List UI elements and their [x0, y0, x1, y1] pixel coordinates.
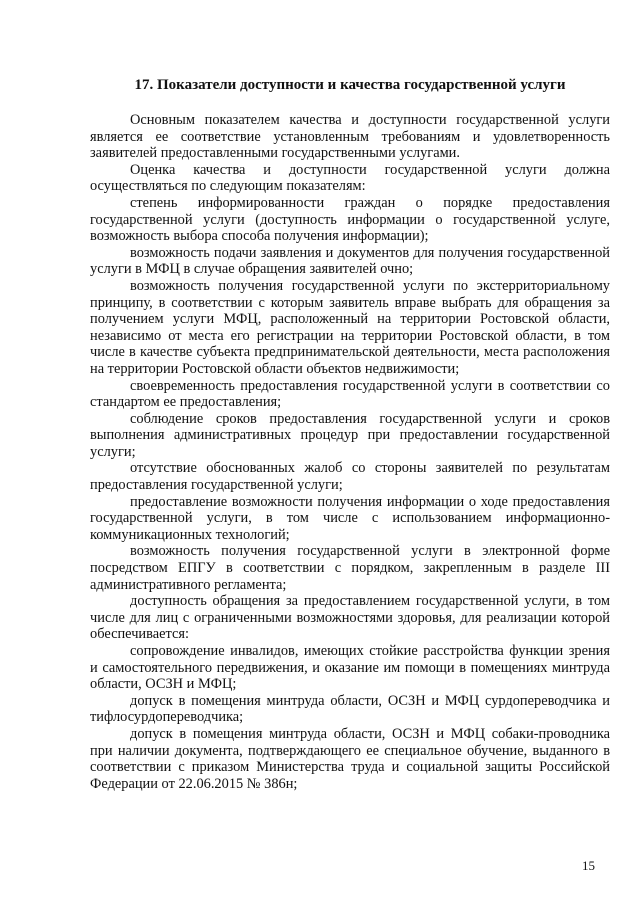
- paragraph-extraterritorial: возможность получения государственной услуги по экстерриториальному принципу, в соответствии с которым заявитель вправе выбрать для обращения за получением услуги МФЦ, расположенный на территории Ростовской области, независимо от места его регистрации на территории Ростовской области, в том числе в качестве субъекта предпринимательской деятельности, места расположения на территории Ростовской области объектов недвижимости;: [90, 277, 610, 377]
- paragraph-electronic-form: возможность получения государственной услуги в электронной форме посредством ЕПГУ в соответствии с порядком, закрепленным в разделе III административного регламента;: [90, 543, 610, 593]
- paragraph-accessibility: доступность обращения за предоставлением государственной услуги, в том числе для лиц с ограниченными возможностями здоровья, для реализации которой обеспечивается:: [90, 593, 610, 643]
- body-text: [90, 112, 610, 792]
- paragraph-no-complaints: отсутствие обоснованных жалоб со стороны заявителей по результатам предоставления государственной услуги;: [90, 460, 610, 494]
- paragraph-sign-interpreter: допуск в помещения минтруда области, ОСЗН и МФЦ сурдопереводчика и тифлосурдопереводчика;: [90, 692, 610, 726]
- section-heading: 17. Показатели доступности и качества государственной услуги: [134, 77, 566, 93]
- paragraph-timeliness: своевременность предоставления государственной услуги в соответствии со стандартом ее предоставления;: [90, 377, 610, 411]
- paragraph-deadlines: соблюдение сроков предоставления государственной услуги и сроков выполнения административных процедур при предоставлении государственной услуги;: [90, 410, 610, 460]
- paragraph-informedness: степень информированности граждан о порядке предоставления государственной услуги (доступность информации о государственной услуге, возможность выбора способа получения информации);: [90, 194, 610, 245]
- paragraph-main-indicator: Основным показателем качества и доступности государственной услуги является ее соответствие установленным требованиям и удовлетворенность заявителей предоставленными государственными услугами.: [90, 112, 610, 162]
- paragraph-mfc-application: возможность подачи заявления и документов для получения государственной услуги в МФЦ в случае обращения заявителей очно;: [90, 244, 610, 278]
- paragraph-guide-dog: допуск в помещения минтруда области, ОСЗН и МФЦ собаки-проводника при наличии документа, подтверждающего ее специальное обучение, выданного в соответствии с приказом Министерства труда и социальной защиты Российской Федерации от 22.06.2015 № 386н;: [90, 725, 610, 792]
- paragraph-disability-escort: сопровождение инвалидов, имеющих стойкие расстройства функции зрения и самостоятельного передвижения, и оказание им помощи в помещениях минтруда области, ОСЗН и МФЦ;: [90, 643, 610, 693]
- paragraph-assessment-intro: Оценка качества и доступности государственной услуги должна осуществляться по следующим показателям:: [90, 161, 610, 195]
- page-number: 15: [582, 858, 595, 873]
- paragraph-progress-info: предоставление возможности получения информации о ходе предоставления государственной услуги, в том числе с использованием информационно-коммуникационных технологий;: [90, 493, 610, 543]
